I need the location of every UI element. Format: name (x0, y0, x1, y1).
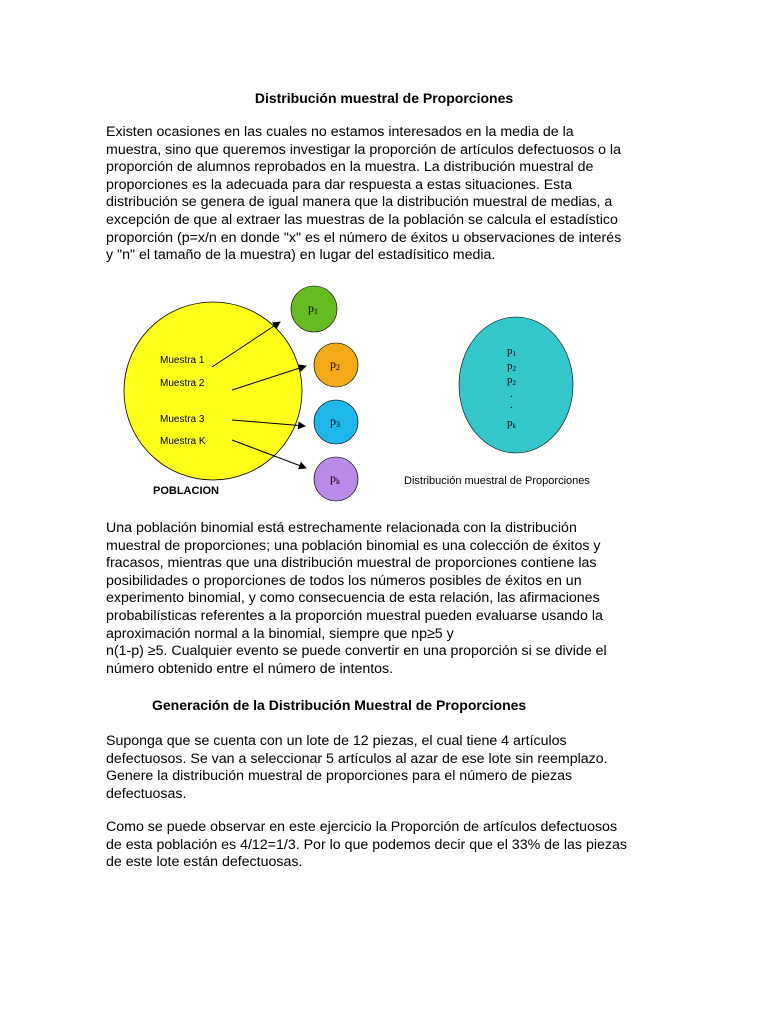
paragraph-binomial (106, 520, 666, 678)
paragraph-intro (106, 124, 666, 265)
text-line: proporción (p=x/n en donde "x" es el número de éxitos u observaciones de interés (106, 229, 622, 246)
ellipse-item-5: . (510, 399, 513, 411)
ellipse-item-1: p1 (507, 345, 516, 358)
text-line: de esta población es 4/12=1/3. Por lo que podemos decir que el 33% de las piezas (106, 836, 627, 853)
sampling-diagram (120, 280, 660, 510)
text-line: defectuosos. Se van a seleccionar 5 artículos al azar de ese lote sin reemplazo. (106, 750, 608, 767)
text-line: muestral de proporciones; una población binomial es una colección de éxitos y (106, 537, 601, 554)
text-line: experimento binomial, y como consecuencia de esta relación, las afirmaciones (106, 590, 600, 607)
sample-label-3: Muestra 3 (160, 414, 205, 425)
text-line: excepción de que al extraer las muestras de la población se calcula el estadístico (106, 211, 618, 228)
text-line: defectuosas. (106, 785, 187, 802)
population-circle (124, 302, 302, 480)
section-subtitle: Generación de la Distribución Muestral de Proporciones (152, 697, 527, 713)
text-line: aproximación normal a la binomial, siempre que np≥5 y (106, 625, 454, 642)
text-line: Genere la distribución muestral de proporciones para el número de piezas (106, 768, 573, 785)
paragraph-conclusion (106, 819, 666, 872)
sample-label-2: Muestra 2 (160, 378, 205, 389)
ellipse-item-6: pk (507, 417, 516, 430)
proportion-label-p2: p2 (330, 357, 340, 372)
text-line: posibilidades o proporciones de todos los números posibles de éxitos en un (106, 572, 582, 589)
text-line: n(1-p) ≥5. Cualquier evento se puede convertir en una proporción si se divide el (106, 643, 607, 660)
distribution-ellipse (459, 317, 573, 453)
paragraph-exercise (106, 733, 666, 803)
text-line: fracasos, mientras que una distribución muestral de proporciones contiene las (106, 555, 597, 572)
text-line: Como se puede observar en este ejercicio la Proporción de artículos defectuosos (106, 819, 618, 835)
text-line: muestra, sino que queremos investigar la proporción de artículos defectuosos o la (106, 141, 621, 158)
text-line: Existen ocasiones en las cuales no estamos interesados en la media de la (106, 124, 574, 140)
text-line: proporciones es la adecuada para dar respuesta a estas situaciones. Esta (106, 176, 573, 193)
text-line: y "n" el tamaño de la muestra) en lugar del estadísitico media. (106, 247, 496, 264)
text-line: probabilísticas referentes a la proporción muestral pueden evaluarse usando la (106, 607, 603, 624)
ellipse-item-4: . (510, 388, 513, 400)
proportion-label-pk: pk (330, 471, 340, 486)
text-line: de este lote están defectuosas. (106, 854, 303, 871)
ellipse-item-2: p2 (507, 360, 516, 373)
text-line: número obtenido entre el número de intentos. (106, 660, 394, 677)
document-title: Distribución muestral de Proporciones (254, 90, 514, 106)
text-line: distribución se genera de igual manera que la distribución muestral de medias, a (106, 194, 613, 211)
text-line: Suponga que se cuenta con un lote de 12 piezas, el cual tiene 4 artículos (106, 733, 567, 749)
proportion-label-p1: p1 (308, 301, 318, 316)
text-line: Una población binomial está estrechamente relacionada con la distribución (106, 520, 577, 536)
distribution-label: Distribución muestral de Proporciones (404, 475, 590, 487)
ellipse-item-3: p2 (507, 374, 516, 387)
sample-label-1: Muestra 1 (160, 355, 205, 366)
sample-label-k: Muestra K (160, 436, 206, 447)
proportion-label-p3: p3 (330, 414, 340, 429)
text-line: proporción de alumnos reprobados en la muestra. La distribución muestral de (106, 159, 594, 176)
population-label: POBLACION (153, 485, 219, 497)
